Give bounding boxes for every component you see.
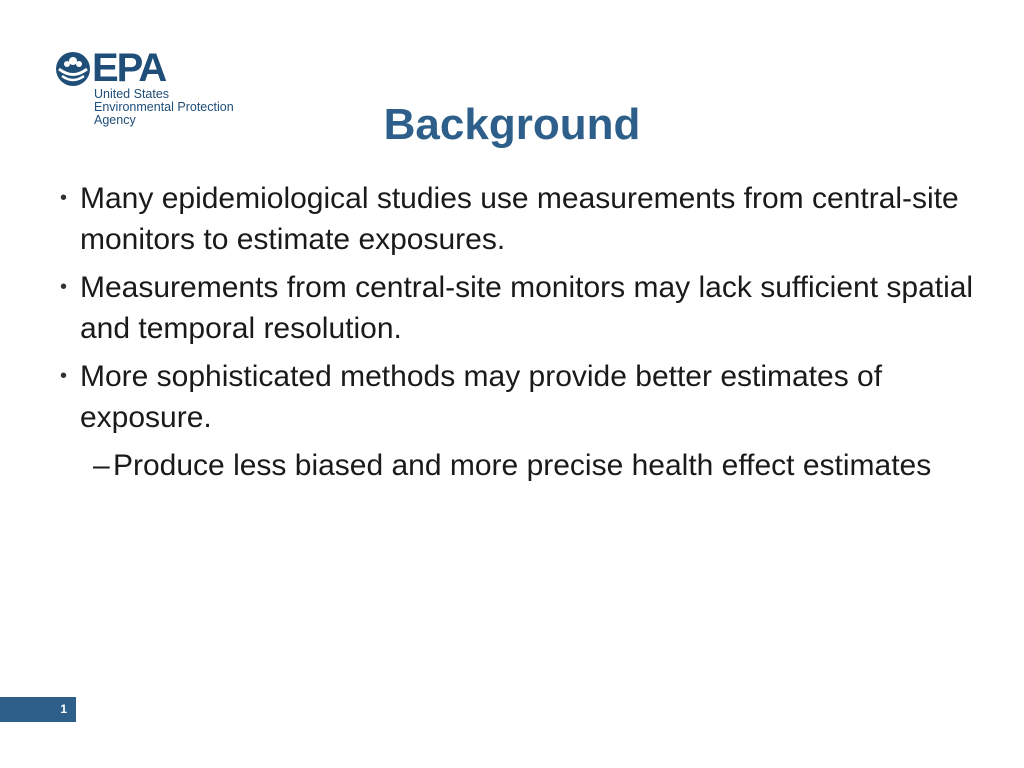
page-number: 1 [60, 702, 67, 716]
logo-text-line-1: United States [94, 87, 170, 101]
slide-title: Background [383, 100, 641, 149]
logo-wordmark: EPA [92, 46, 166, 90]
bullet-marker: • [60, 365, 68, 387]
logo-text-line-3: Agency [94, 113, 136, 127]
bullet-item [60, 267, 980, 349]
bullet-item [60, 178, 980, 260]
page-number-badge [0, 697, 76, 722]
epa-flower-globe-icon [54, 50, 92, 88]
bullet-text: Measurements from central-site monitors may lack sufficient spatial and temporal resolution. [80, 271, 974, 345]
logo-text-line-2: Environmental Protection [94, 100, 234, 114]
bullet-text: Many epidemiological studies use measurements from central-site monitors to estimate exposures. [80, 182, 959, 256]
sub-bullet-marker: – [93, 449, 110, 482]
bullet-item [60, 356, 980, 438]
bullet-text: More sophisticated methods may provide better estimates of exposure. [80, 360, 883, 434]
sub-bullet-text: Produce less biased and more precise health effect estimates [113, 449, 932, 482]
sub-bullet-item [60, 445, 980, 486]
bullet-marker: • [60, 187, 68, 209]
bullet-marker: • [60, 276, 68, 298]
slide-body [60, 178, 980, 486]
